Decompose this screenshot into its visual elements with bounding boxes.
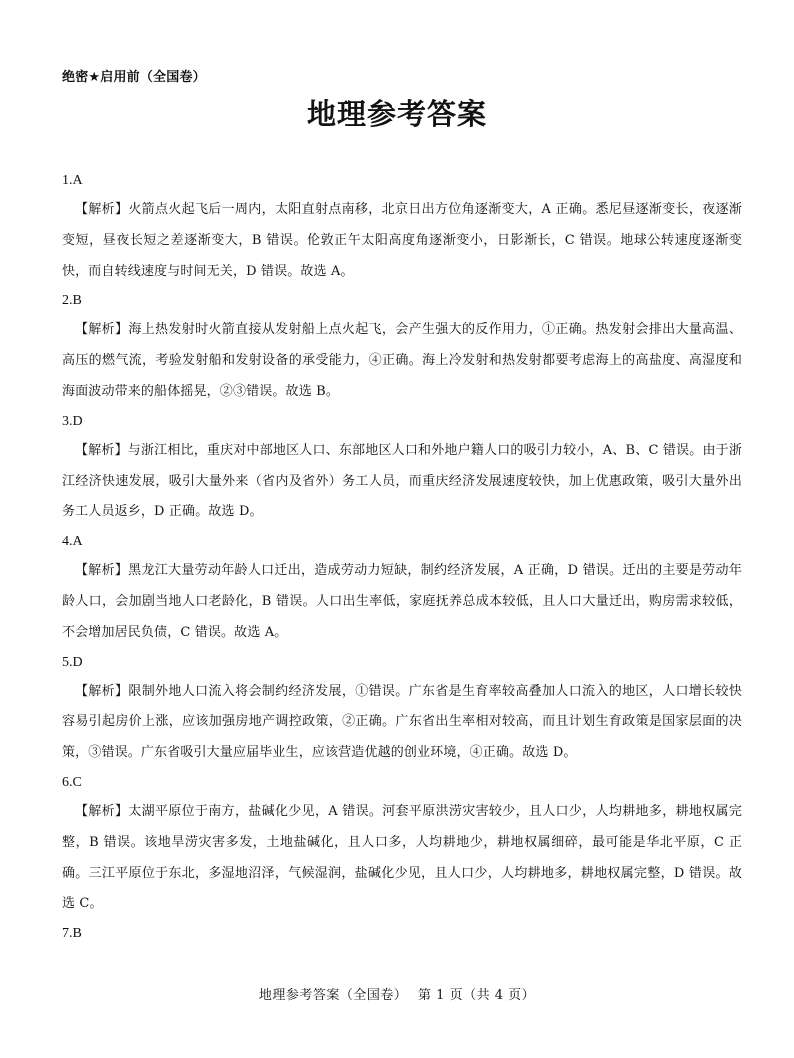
question-number: 2.B (62, 293, 82, 309)
answer-item-7 (62, 923, 742, 945)
answer-item-6 (62, 772, 742, 920)
question-number: 3.D (62, 413, 83, 429)
confidential-label: 绝密★启用前（全国卷） (62, 70, 206, 85)
answer-explanation: 【解析】海上热发射时火箭直接从发射船上点火起飞，会产生强大的反作用力，①正确。热发射会排出大量高温、高压的燃气流，考验发射船和发射设备的承受能力，④正确。海上冷发射和热发射都要考虑海上的高盐度、高湿度和海面波动带来的船体摇晃，②③错误。故选 B。 (62, 322, 742, 399)
answer-explanation: 【解析】限制外地人口流入将会制约经济发展，①错误。广东省是生育率较高叠加人口流入的地区，人口增长较快容易引起房价上涨，应该加强房地产调控政策，②正确。广东省出生率相对较高，而且计划生育政策是国家层面的决策，③错误。广东省吸引大量应届毕业生，应该营造优越的创业环境，④正确。故选 D。 (62, 683, 742, 761)
question-number: 4.A (62, 534, 83, 550)
answer-list (62, 170, 742, 948)
answer-item-1 (62, 170, 742, 287)
answer-explanation: 【解析】黑龙江大量劳动年龄人口迁出，造成劳动力短缺，制约经济发展，A 正确，D 错误。迁出的主要是劳动年龄人口，会加剧当地人口老龄化，B 错误。人口出生率低，家庭抚养总成本较低，且人口大量迁出，购房需求较低，不会增加居民负债，C 错误。故选 A。 (62, 563, 742, 640)
answer-item-4 (62, 531, 742, 648)
answer-explanation: 【解析】与浙江相比，重庆对中部地区人口、东部地区人口和外地户籍人口的吸引力较小，A、B、C 错误。由于浙江经济快速发展，吸引大量外来（省内及省外）务工人员，而重庆经济发展速度较快，加上优惠政策，吸引大量外出务工人员返乡，D 正确。故选 D。 (62, 442, 742, 520)
answer-item-3 (62, 411, 742, 528)
question-number: 6.C (62, 774, 82, 790)
question-number: 1.A (62, 173, 83, 188)
answer-explanation: 【解析】太湖平原位于南方，盐碱化少见，A 错误。河套平原洪涝灾害较少，且人口少，人均耕地多，耕地权属完整，B 错误。该地旱涝灾害多发，土地盐碱化，且人口多，人均耕地少，耕地权属细碎，最可能是华北平原，C 正确。三江平原位于东北，多湿地沼泽，气候湿润，盐碱化少见，且人口少，人均耕地多，耕地权属完整，D 错误。故选 C。 (62, 803, 742, 912)
question-number: 5.D (62, 654, 83, 670)
answer-explanation: 【解析】火箭点火起飞后一周内，太阳直射点南移，北京日出方位角逐渐变大，A 正确。悉尼昼逐渐变长，夜逐渐变短，昼夜长短之差逐渐变大，B 错误。伦敦正午太阳高度角逐渐变小，日影渐长，C 错误。地球公转速度逐渐变快，而自转线速度与时间无关，D 错误。故选 A。 (62, 202, 742, 279)
question-number: 7.B (62, 926, 82, 942)
page-footer (0, 984, 794, 1003)
footer-doc-name: 地理参考答案（全国卷） (258, 988, 408, 1003)
page-title: 地理参考答案 (306, 97, 487, 131)
answer-item-5 (62, 652, 742, 769)
answer-item-2 (62, 290, 742, 407)
footer-page-number: 第 1 页（共 4 页） (418, 988, 536, 1003)
